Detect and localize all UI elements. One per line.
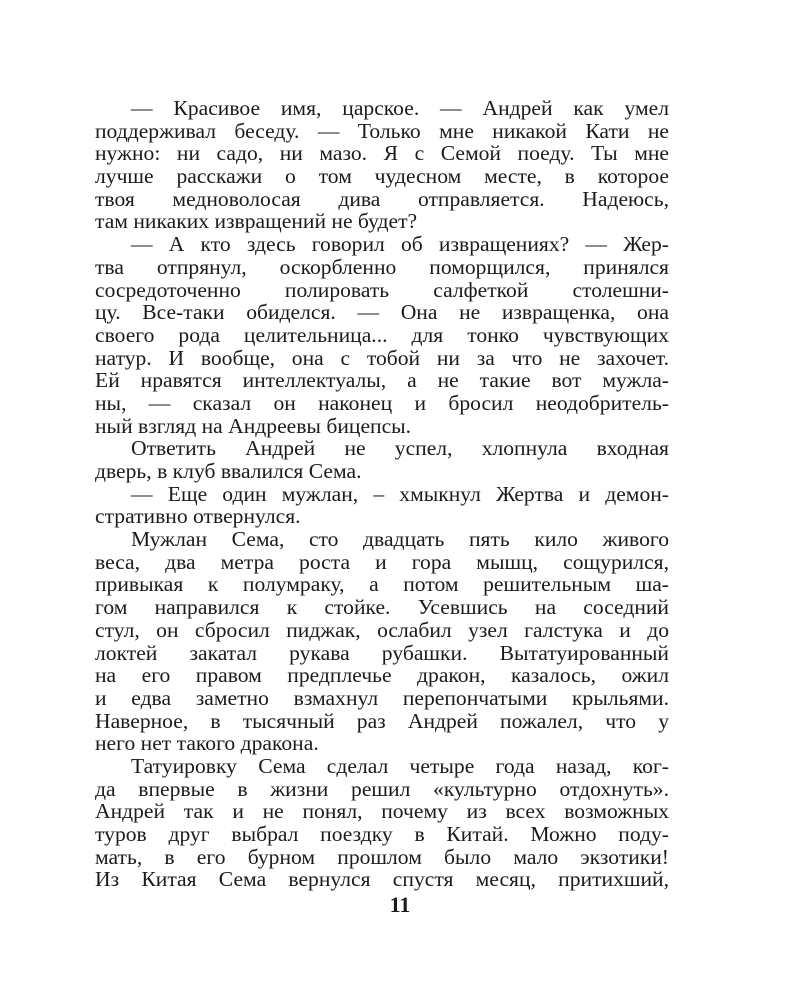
text-line: привыкая к полумраку, а потом решительным ша- (95, 572, 669, 597)
text-line: твоя медноволосая дива отправляется. Надеюсь, (95, 186, 669, 211)
text-line: ный взгляд на Андреевы бицепсы. (95, 413, 412, 438)
text-line: на его правом предплечье дракон, казалось, ожил (95, 663, 669, 688)
text-line: — Еще один мужлан, – хмыкнул Жертва и демон- (131, 481, 669, 506)
text-line: сосредоточенно полировать салфеткой столешни- (95, 277, 669, 302)
text-line: тва отпрянул, оскорбленно поморщился, принялся (95, 254, 669, 279)
text-line: Ответить Андрей не успел, хлопнула входная (131, 436, 669, 461)
text-line: ны, — сказал он наконец и бросил неодобритель- (95, 390, 669, 415)
text-line: цу. Все-таки обиделся. — Она не извращенка, она (95, 300, 669, 325)
text-line: туров друг выбрал поездку в Китай. Можно поду- (95, 822, 669, 846)
text-line: него нет такого дракона. (95, 731, 319, 756)
text-line: нужно: ни садо, ни мазо. Я с Семой поеду. Ты мне (95, 141, 669, 166)
text-line: поддерживал беседу. — Только мне никакой Кати не (95, 118, 669, 143)
text-line: стративно отвернулся. (95, 504, 301, 529)
text-line: да впервые в жизни решил «культурно отдохнуть». (95, 776, 669, 801)
text-line: лучше расскажи о том чудесном месте, в которое (95, 164, 669, 189)
text-line: Наверное, в тысячный раз Андрей пожалел, что у (95, 708, 669, 733)
text-line: натур. И вообще, она с тобой ни за что не захочет. (95, 345, 669, 370)
text-line: Из Китая Сема вернулся спустя месяц, притихший, (95, 867, 669, 892)
text-line: гом направился к стойке. Усевшись на соседний (95, 595, 669, 620)
text-line: стул, он сбросил пиджак, ослабил узел галстука и до (95, 617, 669, 642)
text-line: — Красивое имя, царское. — Андрей как умел (131, 96, 669, 120)
text-line: веса, два метра роста и гора мышц, сощурился, (95, 549, 669, 574)
text-line: Татуировку Сема сделал четыре года назад, ког- (131, 753, 669, 778)
text-line: Мужлан Сема, сто двадцать пять кило живого (131, 527, 669, 552)
body-text (95, 97, 669, 891)
text-line: — А кто здесь говорил об извращениях? — Жер- (131, 232, 669, 257)
text-line: локтей закатал рукава рубашки. Вытатуированный (95, 640, 669, 665)
text-line: мать, в его бурном прошлом было мало экзотики! (95, 844, 669, 869)
text-line: своего рода целительница... для тонко чувствующих (95, 322, 669, 347)
text-line: и едва заметно взмахнул перепончатыми крыльями. (95, 685, 669, 710)
page-number: 11 (389, 892, 411, 917)
text-line: Ей нравятся интеллектуалы, а не такие вот мужла- (95, 368, 669, 393)
text-line: Андрей так и не понял, почему из всех возможных (95, 799, 669, 824)
text-line: там никаких извращений не будет? (95, 209, 418, 234)
text-line: дверь, в клуб ввалился Сема. (95, 459, 362, 483)
